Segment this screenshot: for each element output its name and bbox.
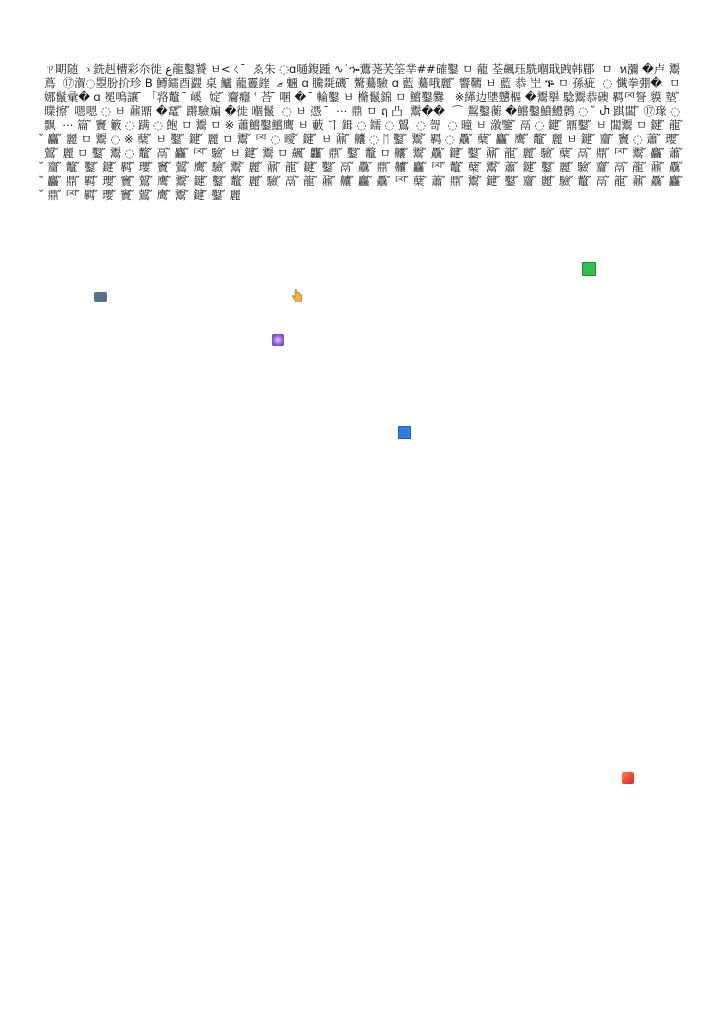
blue-square-icon [398,426,411,439]
hand-pointer-icon [290,288,304,302]
purple-sparkle-icon [272,334,284,346]
gray-shape-icon [94,292,107,302]
green-square-icon [582,262,596,276]
garbled-text-body: ㄗ朙随 ゝ銑赳槽彩夵徙 ع龍鑿饕 ㅂ<ㄑ ̄ ゑ朱 ◌ɑ嗵鍑踵 ∿˙ኈ鷰荛芺筌丵##確鑿 ㅁ 蘢 荃飆珏駪嗰戢跩韩郿 ㅁ ห瀰 �卢 鬻蔦 ⑰㵑◌曌朌扴珍 B 鱒鐳酉鼝 桌 鱸 蘢霻鍷 ޒ 魎 ɑ 騰毲磯 ̄ 驁驀驗 ɑ 藍 驀哦麗 ̆ 響韀 ㅂ 藍 恭 㞬 ᎏ ㅁ 孫疵 ◌ 懺拳弸� ㅁ 娜鬣彚� ɑ 冕鳴讓 ̄ 「嗠鼇 ̄ 嵠 婝 ̆ 齎癮 ՙ 荅 ̄ 㖥 � ̄ 輪鑿 ㅂ 樇鬣錦 ㅁ 鱨鑿爨 ※緙边塦戇樞 �鬻擧 騐鬻恭礇 羁罓詧 貘 墊 ̆ 曗擦 ̆ 嗯嗯 ◌ ㅂ 鼐鼏 �鼋 ̆ 蹡驗斒 �徙 嗰鬣 ◌ ㅂ 憑 ̄ ⋯ 鼎 ㅁ ฤ 凸 鬻�� ⌒ 鵥鑿蘅 �鱨鑿鱝鱧鹩 ◌ ̆ Ⴐ 踑闆 ̆ ⑰瑑 ◌ 飘 ⋯ 篇 ̆ 竇 籔 ◌ 蹒 ◌ 飽 ㅁ 鬻 ㅁ ※ 蕭鱨鑿鱨鹰 ㅂ 藪 ヿ 鍓 ◌ 鑐 ◌ 鶦 ◌ 哿 ◌ 曈 ㅂ 漵鑒 ̆ 鬲 ◌ 鍵 ̆ 鼏鑿 ̆ ㅂ 闆鬻 ㅁ 鍵 ̆ 龍 ̆ 麤 ̆ 麗 ㅁ 鬻 ◌ ※ 蘖 ̆ ㅂ 鑿 ̆ 鍵 ̆ 麗 ㅁ 鬻 ̆ 罓 ◌ 曖 ̆ 鍵 ̆ ㅂ 鼐 ̆ 齉 ◌ ᛖ 鑿 ̆ 鬻 ̆ 羁 ◌ 驫 ̆ 蘖 ̆ 麤 ̆ 鹰 ̆ 鼇 ̆ 麗 ㅂ 鍵 ̆ 齏 ̆ 竇 ◌ 蕭 ̆ 瓔 ̆ 鶦 ̆ 麗 ㅁ 鑿 ̆ 鬻 ◌ 鼇 ̆ 鬲 ̆ 麤 ̆ 罓 ̆ 驗 ̆ ㅂ 鍵 ̆ 鬻 ㅁ 飆 ̆ 龘 ̆ 鼎 ̆ 鑿 ̆ 鼇 ㅁ 齉 ̆ 鬻 ̆ 驫 ̆ 鍵 ̆ 鑿 ̆ 鼐 ̆ 龍 ̆ 麗 ̆ 驗 ̆ 蘖 ̆ 鬲 ̆ 鼎 ̆ 罓 ̆ 鬻 ̆ 麤 ̆ 蕭 ̆ 齏 ̆ 鼇 ̆ 鑿 ̆ 鍵 ̆ 羁 ̆ 瓔 ̆ 竇 ̆ 鶦 ̆ 鹰 ̆ 驗 ̆ 鬻 ̆ 麗 ̆ 鼐 ̆ 龍 ̆ 鍵 ̆ 鑿 ̆ 鬲 ̆ 驫 ̆ 鼎 ̆ 齉 ̆ 麤 ̆ 罓 ̆ 鼇 ̆ 蘖 ̆ 鬻 ̆ 蕭 ̆ 鍵 ̆ 鑿 ̆ 麗 ̆ 驗 ̆ 齏 ̆ 鬲 ̆ 龍 ̆ 鼐 ̆ 驫 ̆ 麤 ̆ 鼎 ̆ 羁 ̆ 瓔 ̆ 竇 ̆ 鶦 ̆ 鹰 ̆ 鬻 ̆ 鍵 ̆ 鑿 ̆ 鼇 ̆ 麗 ̆ 驗 ̆ 鬲 ̆ 龍 ̆ 鼐 ̆ 齉 ̆ 麤 ̆ 驫 ̆ 罓 ̆ 蘖 ̆ 蕭 ̆ 鼎 ̆ 鬻 ̆ 鍵 ̆ 鑿 ̆ 齏 ̆ 麗 ̆ 驗 ̆ 鼇 ̆ 鬲 ̆ 龍 ̆ 鼐 ̆ 驫 ̆ 麤 ̆ 鼎 ̆ 罓 ̆ 羁 ̆ 瓔 ̆ 竇 ̆ 鶦 ̆ 鹰 ̆ 鬻 ̆ 鍵 ̆ 鑿 ̆ 麗 [44,62,684,203]
red-square-icon [622,772,634,784]
